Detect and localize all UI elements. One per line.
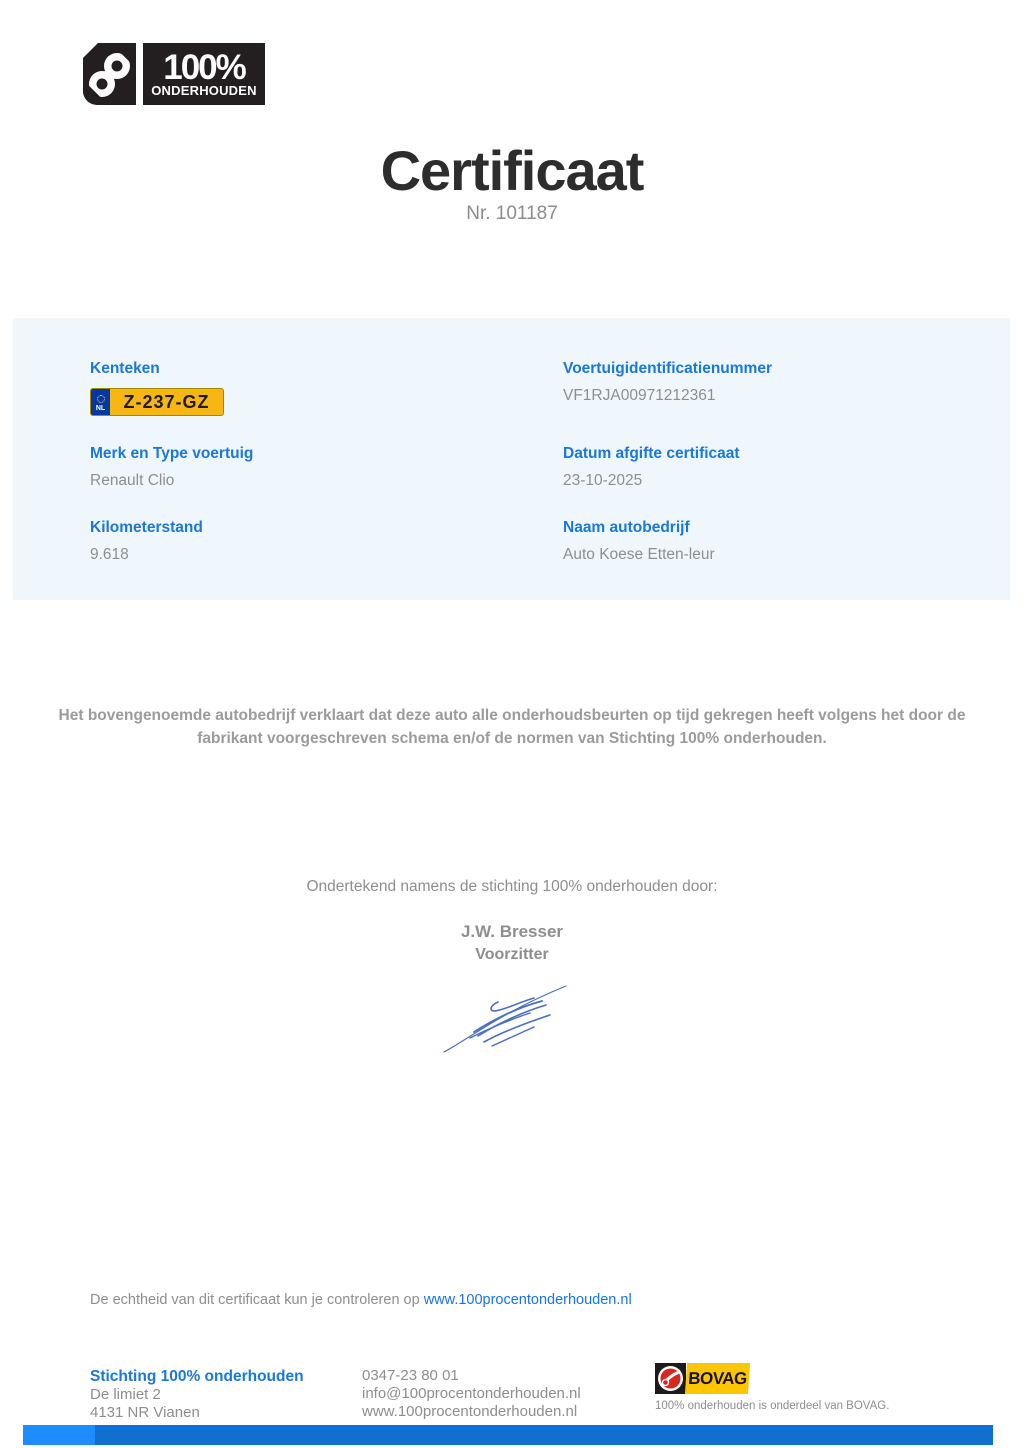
footer-phone: 0347-23 80 01 — [362, 1367, 459, 1384]
field-label: Kilometerstand — [90, 519, 203, 536]
field-naam-autobedrijf — [563, 519, 715, 564]
bottom-accent-bar-highlight — [23, 1425, 95, 1445]
field-datum-afgifte — [563, 445, 740, 490]
footer-contact — [362, 1367, 581, 1421]
bovag-wordmark: BOVAG — [685, 1363, 750, 1394]
footer-email: info@100procentonderhouden.nl — [362, 1385, 581, 1402]
field-label: Voertuigidentificatienummer — [563, 360, 772, 377]
field-kenteken — [90, 360, 224, 416]
field-merk-type — [90, 445, 253, 490]
license-plate-eu-badge — [91, 389, 110, 415]
field-label: Merk en Type voertuig — [90, 445, 254, 462]
verify-link[interactable]: www.100procentonderhouden.nl — [423, 1292, 632, 1308]
bovag-caption: 100% onderhouden is onderdeel van BOVAG. — [655, 1400, 890, 1412]
bovag-emblem-icon — [655, 1363, 686, 1394]
bovag-emblem-svg — [655, 1363, 686, 1394]
field-label: Kenteken — [90, 360, 160, 377]
brand-name-text: ONDERHOUDEN — [151, 82, 257, 98]
footer-org-address2: 4131 NR Vianen — [90, 1404, 200, 1421]
signing-intro: Ondertekend namens de stichting 100% onderhouden door: — [306, 878, 718, 895]
brand-wordmark — [143, 43, 265, 105]
bovag-logo — [655, 1363, 749, 1394]
field-label: Datum afgifte certificaat — [563, 445, 740, 462]
signature-image — [440, 980, 575, 1058]
field-value: VF1RJA00971212361 — [563, 387, 716, 404]
license-plate-number: Z-237-GZ — [123, 391, 210, 412]
field-value: 9.618 — [90, 546, 129, 563]
page-title: Certificaat — [380, 139, 644, 202]
brand-logo — [83, 43, 265, 105]
signer-name: J.W. Bresser — [460, 922, 564, 941]
field-value: 23-10-2025 — [563, 472, 643, 489]
brand-percent-text: 100% — [163, 47, 245, 87]
footer-website: www.100procentonderhouden.nl — [362, 1403, 578, 1420]
field-label: Naam autobedrijf — [563, 519, 690, 536]
license-plate — [90, 388, 224, 416]
verify-text: De echtheid van dit certificaat kun je controleren op — [90, 1292, 424, 1308]
plate-country-code: NL — [95, 405, 106, 412]
declaration-text: Het bovengenoemde autobedrijf verklaart dat deze auto alle onderhoudsbeurten op tijd gekregen heeft volgens het door de fabrikant voorgeschreven schema en/of de normen van Stichting 100% onderhouden. — [58, 707, 966, 747]
signer-role: Voorzitter — [475, 946, 549, 963]
field-value: Auto Koese Etten-leur — [563, 546, 715, 563]
wrench-icon — [83, 43, 136, 105]
field-kilometerstand — [90, 519, 203, 564]
certificate-number: Nr. 101187 — [466, 203, 558, 224]
vehicle-details-panel — [13, 318, 1010, 600]
bottom-accent-bar — [23, 1425, 993, 1445]
footer-org-address1: De limiet 2 — [90, 1386, 161, 1403]
verify-line — [90, 1292, 632, 1308]
field-vin — [563, 360, 772, 405]
footer-org-name: Stichting 100% onderhouden — [90, 1368, 304, 1385]
wrench-icon-svg — [83, 43, 136, 105]
field-value: Renault Clio — [90, 472, 175, 489]
footer-organization — [90, 1367, 304, 1422]
eu-stars-icon — [97, 395, 105, 403]
